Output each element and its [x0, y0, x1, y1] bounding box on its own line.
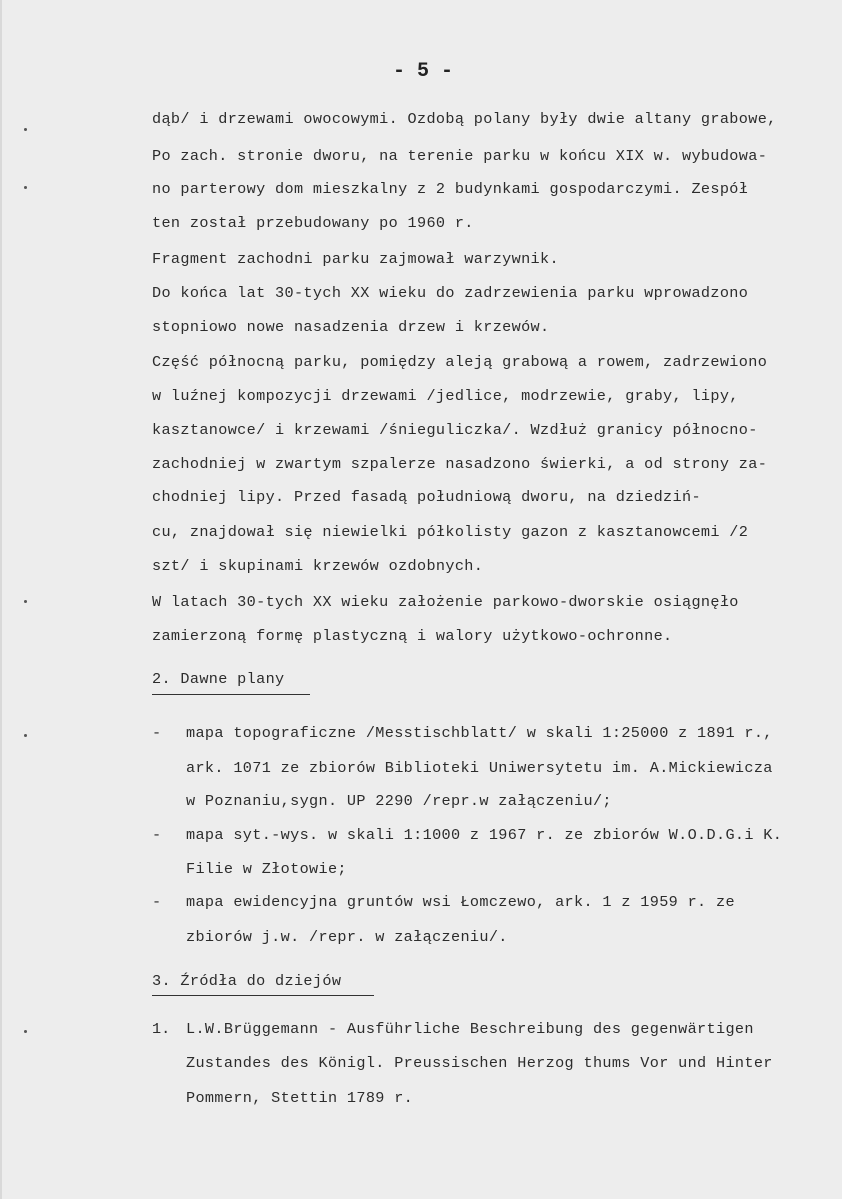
paragraph-line: zamierzoną formę plastyczną i walory użytkowo-ochronne.: [152, 627, 673, 645]
paragraph-line: szt/ i skupinami krzewów ozdobnych.: [152, 557, 484, 575]
margin-mark: [24, 734, 27, 737]
list-dash: -: [152, 826, 162, 844]
paragraph-line: kasztanowce/ i krzewami /śnieguliczka/. Wzdłuż granicy północno-: [152, 421, 758, 439]
list-item-line: mapa syt.-wys. w skali 1:1000 z 1967 r. ze zbiorów W.O.D.G.i K.: [186, 826, 783, 844]
paragraph-line: cu, znajdował się niewielki półkolisty gazon z kasztanowcemi /2: [152, 523, 749, 541]
paragraph-line: ten został przebudowany po 1960 r.: [152, 214, 474, 232]
section-2-heading: 2. Dawne plany: [152, 670, 285, 688]
paragraph-line: Fragment zachodni parku zajmował warzywnik.: [152, 250, 559, 268]
margin-mark: [24, 1030, 27, 1033]
paragraph-line: w luźnej kompozycji drzewami /jedlice, modrzewie, graby, lipy,: [152, 387, 739, 405]
margin-mark: [24, 600, 27, 603]
list-item-line: L.W.Brüggemann - Ausführliche Beschreibung des gegenwärtigen: [186, 1020, 754, 1038]
list-item-line: w Poznaniu,sygn. UP 2290 /repr.w załączeniu/;: [186, 792, 612, 810]
paragraph-line: Po zach. stronie dworu, na terenie parku w końcu XIX w. wybudowa-: [152, 147, 768, 165]
paragraph-line: chodniej lipy. Przed fasadą południową dworu, na dziedziń-: [152, 488, 701, 506]
list-dash: -: [152, 724, 162, 742]
list-item-line: Zustandes des Königl. Preussischen Herzog thums Vor und Hinter: [186, 1054, 773, 1072]
list-item-line: Filie w Złotowie;: [186, 860, 347, 878]
paragraph-line: zachodniej w zwartym szpalerze nasadzono świerki, a od strony za-: [152, 455, 768, 473]
list-item-line: mapa ewidencyjna gruntów wsi Łomczewo, ark. 1 z 1959 r. ze: [186, 893, 735, 911]
paragraph-line: stopniowo nowe nasadzenia drzew i krzewów.: [152, 318, 550, 336]
margin-mark: [24, 128, 27, 131]
margin-mark: [24, 186, 27, 189]
section-3-underline: [152, 995, 374, 996]
list-item-line: mapa topograficzne /Messtischblatt/ w skali 1:25000 z 1891 r.,: [186, 724, 773, 742]
list-number: 1.: [152, 1020, 171, 1038]
page-number: - 5 -: [392, 60, 453, 83]
paragraph-line: Do końca lat 30-tych XX wieku do zadrzewienia parku wprowadzono: [152, 284, 749, 302]
list-item-line: Pommern, Stettin 1789 r.: [186, 1089, 414, 1107]
list-item-line: ark. 1071 ze zbiorów Biblioteki Uniwersytetu im. A.Mickiewicza: [186, 759, 773, 777]
section-3-heading: 3. Źródła do dziejów: [152, 972, 342, 990]
paragraph-line: W latach 30-tych XX wieku założenie parkowo-dworskie osiągnęło: [152, 593, 739, 611]
list-item-line: zbiorów j.w. /repr. w załączeniu/.: [186, 928, 508, 946]
paragraph-line: dąb/ i drzewami owocowymi. Ozdobą polany były dwie altany grabowe,: [152, 110, 777, 128]
section-2-underline: [152, 694, 310, 695]
list-dash: -: [152, 893, 162, 911]
paragraph-line: no parterowy dom mieszkalny z 2 budynkami gospodarczymi. Zespół: [152, 180, 749, 198]
paragraph-line: Część północną parku, pomiędzy aleją grabową a rowem, zadrzewiono: [152, 353, 768, 371]
